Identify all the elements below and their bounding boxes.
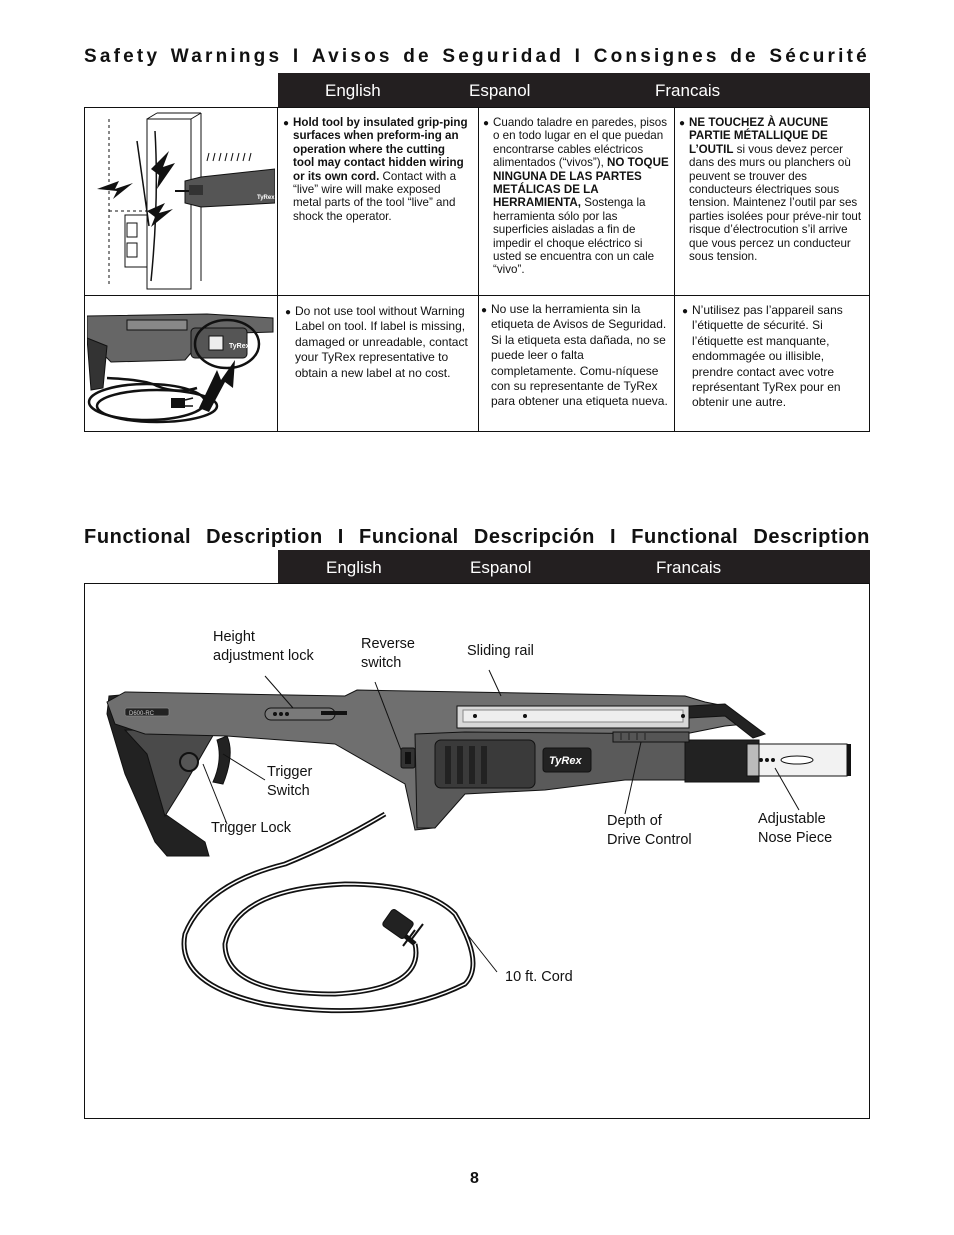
warning-row1-francais-rest: si vous devez percer dans des murs ou planchers où peuvent se trouver des conducteurs électriques sous tension. Maintenez l’outil par ses parties isolées pour préve-nir tout risque d’électrocution s’il arrive que vous percez un conducteur sous tension. — [689, 142, 862, 264]
bullet-icon: ● — [682, 306, 689, 317]
warning-row2-english — [285, 304, 473, 381]
lang-espanol: Espanol — [469, 81, 531, 100]
label-line: switch — [361, 655, 402, 671]
label-cord: 10 ft. Cord — [505, 969, 573, 985]
warning-label-illustration — [87, 298, 275, 430]
svg-text:TyRex: TyRex — [257, 195, 275, 201]
title-word: Description — [753, 526, 870, 548]
title-word: de — [403, 46, 432, 67]
warning-row1-espanol-rest: Sostenga la herramienta sólo por las superficies aisladas a fin de impedir el choque eléctrico si usted se encuentra con un cale “vivo”. — [493, 196, 655, 277]
tyrex-logo: TyRex — [549, 755, 582, 767]
lang-english: English — [325, 81, 381, 100]
label-line: adjustment lock — [213, 648, 314, 664]
label-line: Height — [213, 629, 255, 645]
safety-table — [84, 107, 870, 432]
bullet-icon: ● — [483, 118, 490, 129]
warning-row2-francais — [682, 303, 864, 411]
screwgun-illustration — [85, 584, 869, 1118]
label-line: Adjustable — [758, 811, 826, 827]
bullet-icon: ● — [285, 307, 292, 318]
bullet-icon: ● — [283, 118, 290, 129]
lang-francais: Francais — [656, 558, 722, 577]
title-word: Functional — [631, 526, 739, 548]
label-line: Drive Control — [607, 832, 692, 848]
wall-wiring-illustration — [89, 111, 275, 293]
label-adjustable-nose-piece — [758, 810, 832, 848]
plug-icon — [382, 908, 423, 946]
title-word: I — [610, 526, 617, 548]
title-word: Sécurité — [769, 46, 870, 67]
warning-row1-english — [283, 116, 469, 223]
title-word: Description — [206, 526, 323, 548]
warning-row1-espanol-pre: Cuando taladre en paredes, pisos o en todo lugar en el que puedan encontrarse cables eléctricos alimentados (“vivos”), — [493, 116, 668, 170]
title-word: I — [292, 46, 302, 67]
warning-row1-espanol-bold: NO TOQUE NINGUNA DE LAS PARTES METÁLICAS DE LA HERRAMIENTA, — [493, 156, 669, 210]
functional-diagram — [84, 583, 870, 1119]
warning-row2-english-text: Do not use tool without Warning Label on tool. If label is missing, damaged or unreadable, contact your TyRex representative to obtain a new label at no cost. — [295, 304, 468, 380]
title-word: Consignes — [593, 46, 720, 67]
bullet-icon: ● — [679, 118, 686, 129]
label-line: Nose Piece — [758, 830, 833, 846]
model-badge: D600-RC — [129, 711, 155, 717]
label-sliding-rail: Sliding rail — [467, 643, 534, 659]
title-word: Seguridad — [442, 46, 565, 67]
warning-row1-francais — [679, 116, 863, 263]
label-line: Switch — [267, 783, 310, 799]
warning-row2-francais-text: N’utilisez pas l’appareil sans l’étiquette de sécurité. Si l’étiquette est manquante, endommagée ou illisible, prendre contact avec votre représentant TyRex pour en obtenir une autre. — [692, 303, 843, 410]
label-reverse-switch — [361, 635, 415, 673]
warning-row1-english-rest: Contact with a “live” wire will make exposed metal parts of the tool “live” and shock the operator. — [293, 169, 457, 223]
title-word: Warnings — [170, 46, 283, 67]
title-word: Safety — [84, 46, 161, 67]
title-word: I — [337, 526, 344, 548]
label-line: Trigger — [267, 764, 313, 780]
bullet-icon: ● — [481, 305, 488, 316]
title-word: Avisos — [311, 46, 393, 67]
label-line: Depth of — [607, 813, 662, 829]
warning-row1-english-bold: Hold tool by insulated grip-ping surfaces when preform-ing an operation where the cutting tool may contact hidden wiring or its own cord. — [293, 116, 468, 183]
svg-text:TyRex: TyRex — [229, 343, 250, 350]
functional-language-bar — [278, 550, 870, 584]
label-trigger-switch — [267, 763, 312, 801]
title-word: Functional — [84, 526, 192, 548]
title-word: I — [574, 46, 584, 67]
lang-francais: Francais — [655, 81, 721, 100]
label-height-adjustment-lock — [213, 628, 314, 666]
title-word: de — [730, 46, 759, 67]
page-number: 8 — [470, 1170, 479, 1187]
lang-english: English — [326, 558, 382, 577]
safety-title — [84, 46, 870, 68]
safety-language-bar — [278, 73, 870, 107]
warning-row1-francais-bold: NE TOUCHEZ À AUCUNE PARTIE MÉTALLIQUE DE L’OUTIL — [689, 116, 829, 156]
warning-row2-espanol — [481, 302, 669, 410]
lang-espanol: Espanol — [470, 558, 532, 577]
functional-title — [84, 526, 870, 549]
label-trigger-lock: Trigger Lock — [211, 820, 292, 836]
label-line: Reverse — [361, 636, 415, 652]
title-word: Descripción — [473, 526, 595, 548]
warning-row1-espanol — [483, 116, 669, 277]
title-word: Funcional — [359, 526, 459, 548]
warning-row2-espanol-text: No use la herramienta sin la etiqueta de Avisos de Seguridad. Si la etiqueta esta dañada, no se puede leer o falta completamente. Comu-níquese con su representante de TyRex para obtener una etiqueta nueva. — [491, 302, 668, 409]
label-depth-of-drive-control — [607, 812, 692, 850]
